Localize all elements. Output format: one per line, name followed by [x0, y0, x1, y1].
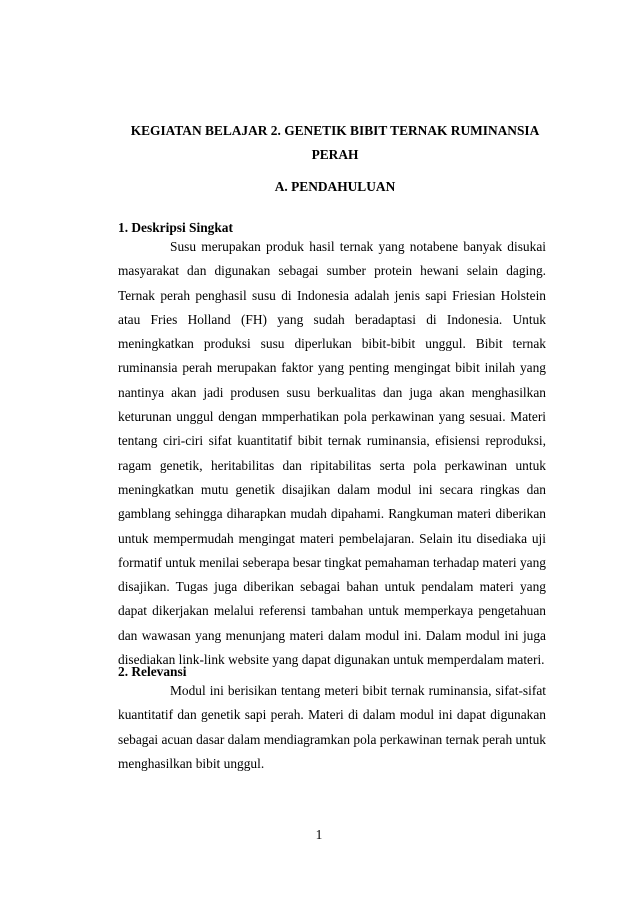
- paragraph-deskripsi-singkat: Susu merupakan produk hasil ternak yang notabene banyak disukai masyarakat dan digunakan sebagai sumber protein hewani selain daging. Ternak perah penghasil susu di Indonesia adalah jenis sapi Friesian Holstein atau Fries Holland (FH) yang sudah beradaptasi di Indonesia. Untuk meningkatkan produksi susu diperlukan bibit-bibit unggul. Bibit ternak ruminansia perah merupakan faktor yang penting mengingat bibit inilah yang nantinya akan jadi produsen susu berkualitas dan juga akan menghasilkan keturunan unggul dengan mmperhatikan pola perkawinan yang sesuai. Materi tentang ciri-ciri sifat kuantitatif bibit ternak ruminansia, efisiensi reproduksi, ragam genetik, heritabilitas dan ripitabilitas serta pola perkawinan untuk meningkatkan mutu genetik disajikan dalam modul ini secara ringkas dan gamblang sehingga diharapkan mudah dipahami. Rangkuman materi diberikan untuk mempermudah mengingat materi pembelajaran. Selain itu disediaka uji formatif untuk menilai seberapa besar tingkat pemahaman terhadap materi yang disajikan. Tugas juga diberikan sebagai bahan untuk pendalam materi yang dapat dikerjakan melalui referensi tambahan untuk memperkaya pengetahuan dan wawasan yang menunjang materi dalam modul ini. Dalam modul ini juga disediakan link-link website yang dapat digunakan untuk memperdalam materi.: [118, 239, 546, 668]
- heading-relevansi: 2. Relevansi: [118, 664, 187, 679]
- section-title: A. PENDAHULUAN: [274, 179, 396, 194]
- heading-deskripsi-singkat: 1. Deskripsi Singkat: [118, 220, 233, 235]
- page-number: 1: [315, 827, 323, 842]
- document-title: KEGIATAN BELAJAR 2. GENETIK BIBIT TERNAK RUMINANSIA PERAH: [130, 123, 540, 162]
- paragraph-relevansi: Modul ini berisikan tentang meteri bibit ternak ruminansia, sifat-sifat kuantitatif dan genetik sapi perah. Materi di dalam modul ini dapat digunakan sebagai acuan dasar dalam mendiagramkan pola perkawinan ternak perah untuk menghasilkan bibit unggul.: [118, 683, 546, 771]
